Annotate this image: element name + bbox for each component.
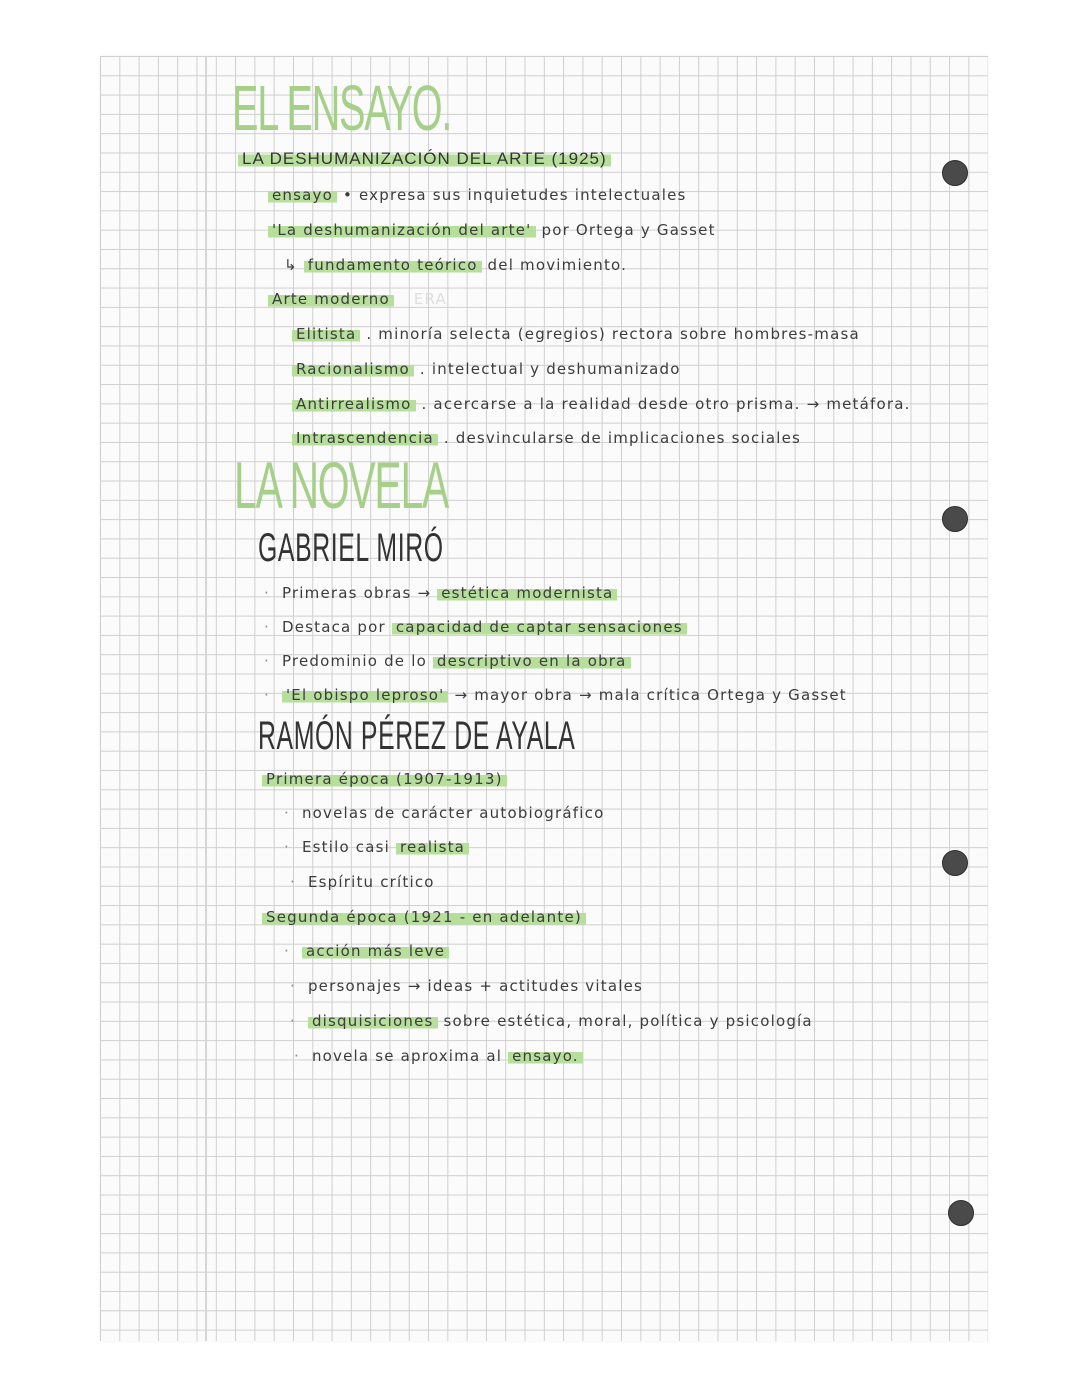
author-gabriel-miro: GABRIEL MIRÓ bbox=[258, 526, 444, 570]
ensayo-line-1 bbox=[268, 188, 687, 203]
bullet-icon: · bbox=[284, 838, 290, 856]
bullet-icon: · bbox=[264, 584, 270, 602]
bullet-icon: · bbox=[264, 618, 270, 636]
e2-text: personajes → ideas + actitudes vitales bbox=[307, 977, 644, 995]
e2-text: novela se aproxima al bbox=[311, 1047, 503, 1065]
bullet-icon: · bbox=[264, 686, 270, 704]
arte-item-elitista bbox=[292, 327, 860, 342]
arte-item-text: . desvincularse de implicaciones sociales bbox=[443, 429, 802, 447]
miro-highlight: 'El obispo leproso' bbox=[282, 686, 449, 704]
binder-hole-1 bbox=[942, 160, 968, 186]
primera-epoca-heading bbox=[262, 772, 507, 787]
e2-item bbox=[284, 944, 449, 959]
arte-item-label: Antirrealismo bbox=[292, 395, 416, 413]
bullet-icon: · bbox=[290, 1012, 296, 1030]
faded-text: ERA bbox=[413, 290, 447, 308]
e1-item bbox=[290, 875, 435, 890]
miro-text: Destaca por bbox=[281, 618, 386, 636]
bullet-icon: · bbox=[290, 873, 296, 891]
e2-item bbox=[294, 1049, 583, 1064]
miro-highlight: estética modernista bbox=[437, 584, 617, 602]
title-el-ensayo: EL ENSAYO. bbox=[232, 72, 452, 144]
arte-item-racionalismo bbox=[292, 362, 681, 377]
e2-highlight: ensayo. bbox=[508, 1047, 583, 1065]
arte-item-intrascendencia bbox=[292, 431, 801, 446]
miro-line-3 bbox=[264, 654, 631, 669]
bullet-icon: · bbox=[264, 652, 270, 670]
e2-highlight: disquisiciones bbox=[308, 1012, 438, 1030]
movimiento-text: del movimiento. bbox=[487, 256, 628, 274]
segunda-epoca-text: Segunda época (1921 - en adelante) bbox=[262, 908, 586, 926]
ensayo-text: • expresa sus inquietudes intelectuales bbox=[342, 186, 687, 204]
e2-text: sobre estética, moral, política y psicología bbox=[443, 1012, 813, 1030]
margin-line bbox=[205, 56, 207, 1341]
arte-item-antirrealismo bbox=[292, 397, 911, 412]
arte-item-text: . minoría selecta (egregios) rectora sobre hombres-masa bbox=[366, 325, 860, 343]
miro-line-4 bbox=[264, 688, 847, 703]
bullet-icon: · bbox=[290, 977, 296, 995]
deshumanizacion-quote: 'La deshumanización del arte' bbox=[268, 221, 536, 239]
binder-hole-3 bbox=[942, 850, 968, 876]
arrow-icon: ↳ bbox=[284, 256, 298, 274]
arte-item-label: Intrascendencia bbox=[292, 429, 438, 447]
e2-item bbox=[290, 1014, 813, 1029]
arte-moderno-line bbox=[268, 292, 447, 307]
arte-item-label: Elitista bbox=[292, 325, 360, 343]
e2-item bbox=[290, 979, 643, 994]
ortega-gasset-text: por Ortega y Gasset bbox=[541, 221, 716, 239]
e1-text: novelas de carácter autobiográfico bbox=[301, 804, 605, 822]
subtitle-deshumanizacion bbox=[238, 150, 611, 167]
e2-highlight: acción más leve bbox=[302, 942, 449, 960]
miro-text: Predominio de lo bbox=[281, 652, 427, 670]
miro-line-2 bbox=[264, 620, 687, 635]
e1-item bbox=[284, 806, 604, 821]
binder-hole-4 bbox=[948, 1200, 974, 1226]
bullet-icon: · bbox=[284, 942, 290, 960]
arte-item-text: . intelectual y deshumanizado bbox=[419, 360, 681, 378]
fundamento-text: fundamento teórico bbox=[304, 256, 482, 274]
primera-epoca-text: Primera época (1907-1913) bbox=[262, 770, 507, 788]
miro-highlight: descriptivo en la obra bbox=[433, 652, 631, 670]
ensayo-line-2 bbox=[268, 223, 716, 238]
arte-moderno-label: Arte moderno bbox=[268, 290, 394, 308]
e1-text: Estilo casi bbox=[301, 838, 391, 856]
e1-text: Espíritu crítico bbox=[307, 873, 435, 891]
miro-highlight: capacidad de captar sensaciones bbox=[392, 618, 687, 636]
arte-item-text: . acercarse a la realidad desde otro prisma. → metáfora. bbox=[421, 395, 911, 413]
author-ramon-perez-de-ayala: RAMÓN PÉREZ DE AYALA bbox=[258, 714, 576, 758]
e1-item bbox=[284, 840, 469, 855]
bullet-icon: · bbox=[284, 804, 290, 822]
miro-line-1 bbox=[264, 586, 617, 601]
e1-highlight: realista bbox=[396, 838, 469, 856]
heading-la-novela: LA NOVELA bbox=[234, 448, 449, 522]
ensayo-line-3 bbox=[284, 258, 627, 273]
miro-text: → mayor obra → mala crítica Ortega y Gasset bbox=[454, 686, 847, 704]
binder-hole-2 bbox=[942, 506, 968, 532]
arte-item-label: Racionalismo bbox=[292, 360, 414, 378]
miro-text: Primeras obras → bbox=[281, 584, 432, 602]
ensayo-label: ensayo bbox=[268, 186, 337, 204]
subtitle-text: LA DESHUMANIZACIÓN DEL ARTE (1925) bbox=[238, 149, 611, 168]
segunda-epoca-heading bbox=[262, 910, 586, 925]
bullet-icon: · bbox=[294, 1047, 300, 1065]
